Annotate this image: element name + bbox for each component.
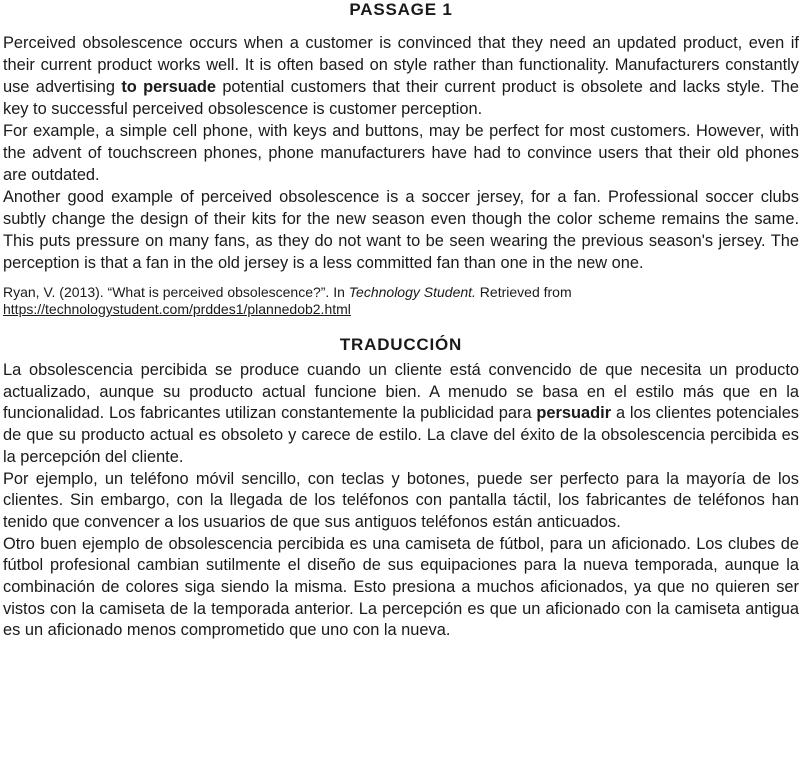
highlighted-term: to persuade bbox=[121, 78, 216, 96]
highlighted-term: persuadir bbox=[536, 404, 612, 423]
translation-paragraph-1 bbox=[3, 360, 799, 469]
translation-paragraph-3: Otro buen ejemplo de obsolescencia percibida es una camiseta de fútbol, para un aficionado. Los clubes de fútbol profesional cambian sutilmente el diseño de sus equipaciones para la nueva temporada, aunque la combinación de colores siga siendo la misma. Esto presiona a muchos aficionados, ya que no quieren ser vistos con la camiseta de la temporada anterior. La percepción es que un aficionado con la camiseta antigua es un aficionado menos comprometido que uno con la nueva. bbox=[3, 534, 799, 640]
translation-title: TRADUCCIÓN bbox=[339, 335, 463, 354]
passage-paragraph-1 bbox=[3, 32, 799, 120]
citation-link[interactable]: https://technologystudent.com/prddes1/plannedob2.html bbox=[3, 301, 351, 317]
passage-section bbox=[3, 0, 799, 318]
translation-paragraph-2: Por ejemplo, un teléfono móvil sencillo, con teclas y botones, puede ser perfecto para la mayoría de los clientes. Sin embargo, con la llegada de los teléfonos con pantalla táctil, los fabricantes de teléfonos han tenido que convencer a los usuarios de que sus antiguos teléfonos están anticuados. bbox=[3, 469, 799, 531]
translation-section bbox=[3, 330, 799, 642]
citation bbox=[3, 284, 799, 318]
passage-paragraph-3: Another good example of perceived obsolescence is a soccer jersey, for a fan. Professional soccer clubs subtly change the design of their kits for the new season even though the color scheme remains the same. This puts pressure on many fans, as they do not want to be seen wearing the previous season's jersey. The perception is that a fan in the old jersey is a less committed fan than one in the new one. bbox=[3, 188, 799, 272]
paragraph-text: Perceived obsolescence occurs when a customer is convinced that they need an updated product, even if their current product works well. It is often based on style rather than functionality. Manufacturers constantly use advertising bbox=[3, 34, 799, 96]
passage-title: PASSAGE 1 bbox=[349, 0, 453, 19]
paragraph-text: La obsolescencia percibida se produce cuando un cliente está convencido de que necesita un producto actualizado, aunque su producto actual funcione bien. A menudo se basa en el estilo más que en la funcionalidad. Los fabricantes utilizan constantemente la publicidad para bbox=[3, 361, 799, 423]
paragraph-text: potential customers that their current product is obsolete and lacks style. The key to successful perceived obsolescence is customer perception. bbox=[3, 78, 799, 118]
citation-text: Retrieved from bbox=[475, 284, 572, 300]
passage-paragraph-2: For example, a simple cell phone, with keys and buttons, may be perfect for most customers. However, with the advent of touchscreen phones, phone manufacturers have had to convince users that their old phones are outdated. bbox=[3, 122, 799, 184]
paragraph-text: a los clientes potenciales de que su producto actual es obsoleto y carece de estilo. La clave del éxito de la obsolescencia percibida es la percepción del cliente. bbox=[3, 404, 800, 466]
citation-source: Technology Student. bbox=[348, 284, 476, 300]
citation-text: Ryan, V. (2013). “What is perceived obsolescence?”. In bbox=[3, 284, 349, 300]
